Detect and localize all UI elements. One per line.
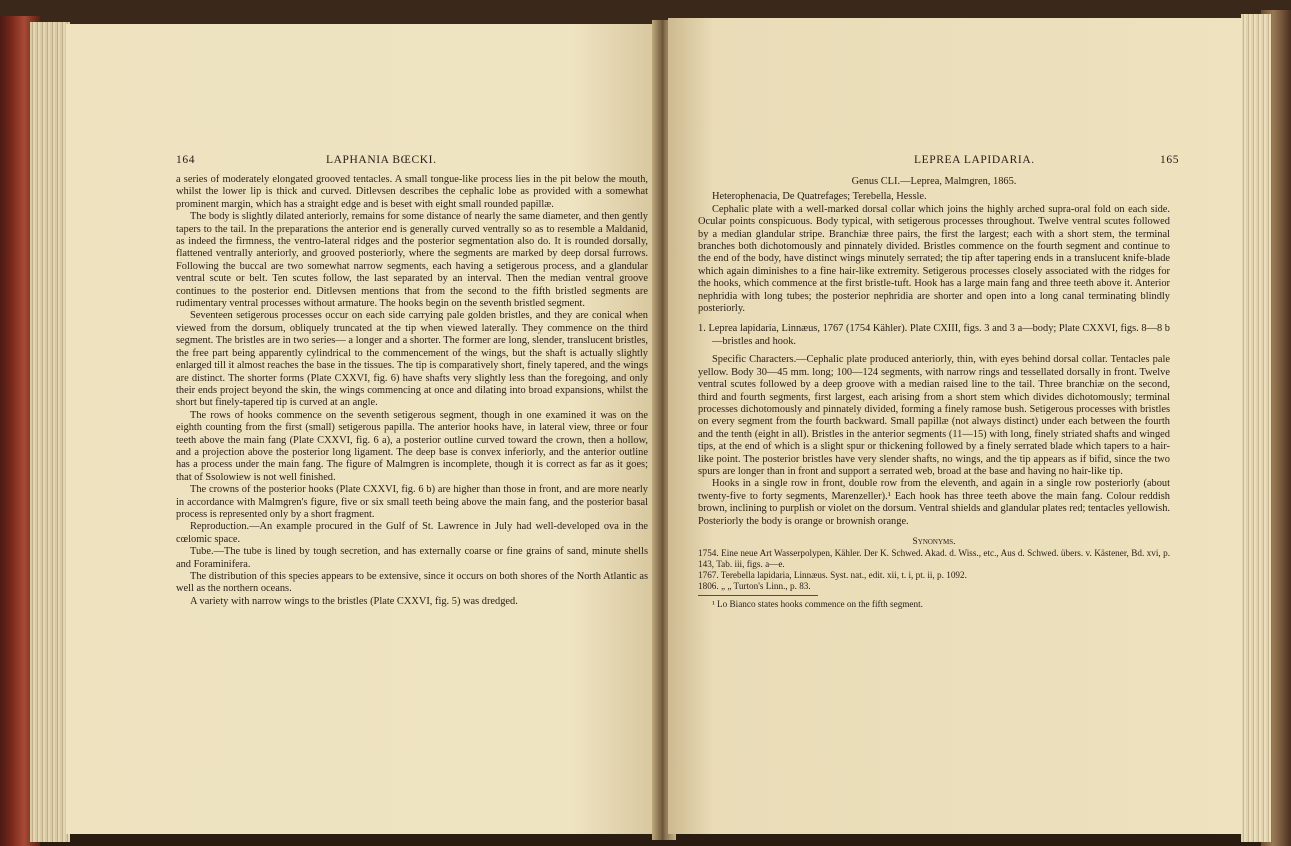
footnote: ¹ Lo Bianco states hooks commence on the fifth segment. [712,599,923,610]
genus-synonym-line: Heterophenacia, De Quatrefages; Terebella, Hessle. [712,191,927,203]
paragraph: The crowns of the posterior hooks (Plate CXXVI, fig. 6 b) are higher than those in front, and are more nearly in accordance with Malmgren's figure, five or six small teeth being above the main fang, and the posterior basal process is represented only by a short fragment. [176,484,648,520]
species-paragraph: Hooks in a single row in front, double row from the eleventh, and again in a single row posteriorly (about twenty-five to forty segments, Marenzeller).¹ Each hook has three teeth above the main fang. Colour reddish brown, inclining to purplish or violet on the dorsum. Ventral shields and glandular plates red; tentacles yellowish. Posteriorly the body is orange or brownish orange. [698,478,1170,527]
left-page-number: 164 [176,154,196,166]
species-heading: 1. Leprea lapidaria, Linnæus, 1767 (1754 Kähler). Plate CXIII, figs. 3 and 3 a—body; Plate CXXVI, figs. 8—8 b—bristles and hook. [698,323,1170,347]
synonyms-title: Synonyms. [912,535,956,547]
left-page [66,24,660,834]
paragraph: The rows of hooks commence on the seventh setigerous segment, though in one examined it was on the eighth counting from the first (small) setigerous papilla. The anterior hooks have, in lateral view, three or four teeth above the main fang (Plate CXXVI, fig. 6 a), a posterior outline curved toward the crown, then a hollow, and a projection above the posterior long ligament. The deep base is convex inferiorly, and the anterior outline has a process under the main fang. The figure of Malmgren is incomplete, though it is correct as far as it goes; that of Ssolowiew is not well finished. [176,409,648,483]
right-body-text [698,176,1170,611]
left-body-text [176,174,648,608]
footnote-rule [698,595,818,596]
paragraph: The body is slightly dilated anteriorly, remains for some distance of nearly the same diameter, and then gently tapers to the tail. In the preparations the anterior end is generally curved ventrally so as to resemble a Maldanid, as indeed the firmness, the ventro-lateral ridges and the posterior segmentation also do. It is rounded dorsally, flattened ventrally anteriorly, and grooved posteriorly, where the segments are marked by deep dorsal furrows. Following the buccal are two somewhat narrow segments, each having a setigerous process, and a glandular ventral scute or belt. Ten scutes follow, the last separated by an interval. Then the median ventral groove continues to the posterior end. Ditlevsen mentions that from the second to the fifth bristled segments are rudimentary ventral processes without armature. The hooks begin on the seventh bristled segment. [176,211,648,310]
paragraph: Reproduction.—An example procured in the Gulf of St. Lawrence in July had well-developed ova in the cœlomic space. [176,521,648,545]
species-paragraph: Specific Characters.—Cephalic plate produced anteriorly, thin, with eyes behind dorsal collar. Tentacles pale yellow. Body 30—45 mm. long; 100—124 segments, with narrow rings and tessellated dorsally in front. Twelve ventral scutes followed by a deep groove with a median raised line to the tail. Three branchiæ on the second, third and fourth segments, first largest, each arising from a short stem which divides dichotomously; terminal processes dichotomously and pinnately divided, forming a finely ramose bush. Setigerous processes with bristles on every segment from the fourth backward. Small papillæ (not always distinct) under each between the fourth and the tenth (eight in all). Bristles in the anterior segments (11—15) with long, finely striated shafts and winged tips, at the end of which is a slight spur or thickening followed by a finely serrated blade which tapers to a hair-like point. The posterior bristles have very slender shafts, no wings, and the tip appears as if bifid, since the two spurs are longer than in front and support a serrated web, broad at the base and having no hair-like tip. [698,354,1170,477]
synonym-entry: 1806. „ „ Turton's Linn., p. 83. [698,581,811,592]
synonym-entry: 1767. Terebella lapidaria, Linnæus. Syst. nat., edit. xii, t. i, pt. ii, p. 1092. [698,570,967,581]
paragraph: Tube.—The tube is lined by tough secretion, and has externally coarse or fine grains of sand, minute shells and Foraminifera. [176,546,648,570]
left-running-header [176,154,650,166]
right-page [668,18,1242,834]
genus-description: Cephalic plate with a well-marked dorsal collar which joins the highly arched supra-oral fold on each side. Ocular points conspicuous. Body typical, with setigerous processes throughout. Twelve ventral scutes followed by a median glandular stripe. Branchiæ three pairs, the first the largest; each with a short stem, the terminal branches both dichotomously and pinnately divided. Bristles commence on the fourth segment and continue to the end of the body, have distinct wings minutely serrated; the tip after tapering ends in a translucent knife-blade which again diminishes to a fine hair-like extremity. Setigerous processes closely associated with the ridges for the hooks, which commence at the first bristle-tuft. Hook has a large main fang and three teeth above it. Anterior nephridia with long tubes; the posterior nephridia are shorter and open into a long canal terminating blindly posteriorly. [698,203,1170,315]
synonyms-list [698,548,1170,592]
synonym-entry: 1754. Eine neue Art Wasserpolypen, Kähler. Der K. Schwed. Akad. d. Wiss., etc., Aus d. Schwed. übers. v. Kästener, Bd. xvi, p. 143, Tab. iii, figs. a—e. [698,548,1170,570]
paragraph: A variety with narrow wings to the bristles (Plate CXXVI, fig. 5) was dredged. [190,595,518,607]
right-page-number: 165 [1160,154,1180,166]
right-running-head: LEPREA LAPIDARIA. [914,154,1035,166]
paragraph: Seventeen setigerous processes occur on each side carrying pale golden bristles, and they are conical when viewed from the dorsum, obliquely truncated at the tip when viewed laterally. They commence on the third segment. The bristles are in two series— a longer and a shorter. The former are long, slender, translucent bristles, the free part being apparently cylindrical to the commencement of the wings, but the shaft is actually slightly enlarged till it almost reaches the base in the tissues. The tip is comparatively short, finely tapered, and the wings are distinct. The shorter forms (Plate CXXVI, fig. 6) have shafts very slightly less than the foregoing, and only their ends project beyond the skin, the wings commencing at once and dilating into broad expansions, whilst the short but finely-tapered tip is curved at an angle. [176,310,648,409]
genus-title: Genus CLI.—Leprea, Malmgren, 1865. [851,176,1017,187]
left-running-head: LAPHANIA BŒCKI. [326,154,437,166]
paragraph: The distribution of this species appears to be extensive, since it occurs on both shores of the North Atlantic as well as the northern oceans. [176,571,648,595]
page-edges-left [30,22,70,842]
paragraph: a series of moderately elongated grooved tentacles. A small tongue-like process lies in the pit below the mouth, whilst the lower lip is thick and curved. Ditlevsen describes the cephalic lobe as provided with a somewhat prominent margin, which has a straight edge and is beset with eight small rounded papillæ. [176,174,648,210]
page-edges-right [1241,14,1271,842]
